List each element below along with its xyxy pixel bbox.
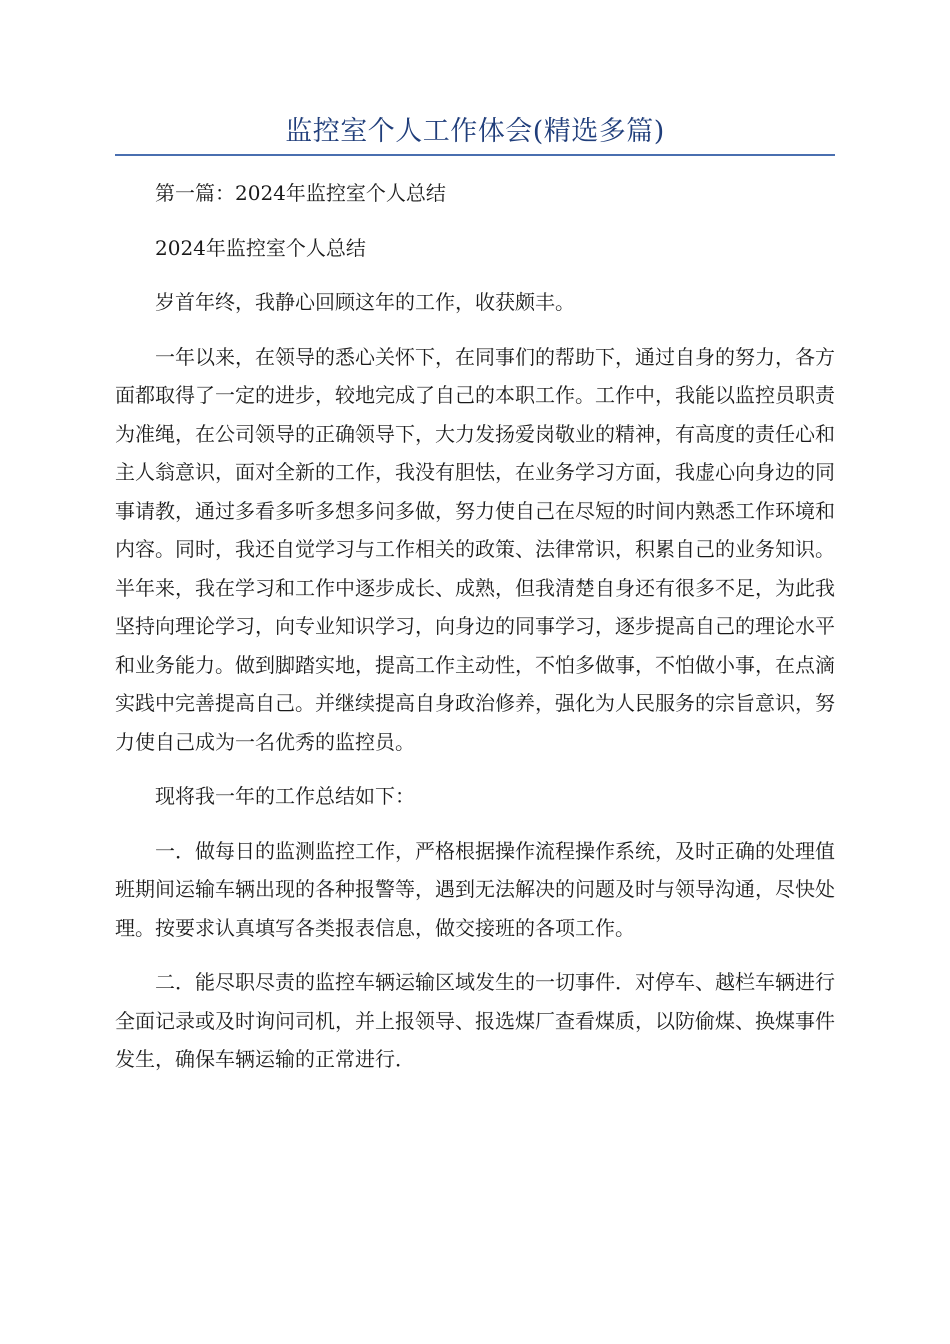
document-title: 监控室个人工作体会(精选多篇) (285, 116, 665, 147)
title-underline (115, 154, 835, 156)
section-heading: 第一篇：2024年监控室个人总结 (155, 181, 446, 205)
intro-paragraph: 岁首年终，我静心回顾这年的工作，收获颇丰。 (155, 290, 575, 314)
subtitle: 2024年监控室个人总结 (155, 235, 366, 260)
summary-intro: 现将我一年的工作总结如下： (155, 784, 415, 808)
body-paragraph: 一年以来，在领导的悉心关怀下，在同事们的帮助下，通过自身的努力，各方面都取得了一定的进步，较地完成了自己的本职工作。工作中，我能以监控员职责为准绳，在公司领导的正确领导下，大力发扬爱岗敬业的精神，有高度的责任心和主人翁意识，面对全新的工作，我没有胆怯，在业务学习方面，我虚心向身边的同事请教，通过多看多听多想多问多做，努力使自己在尽短的时间内熟悉工作环境和内容。同时，我还自觉学习与工作相关的政策、法律常识，积累自己的业务知识。半年来，我在学习和工作中逐步成长、成熟，但我清楚自身还有很多不足，为此我坚持向理论学习，向专业知识学习，向身边的同事学习，逐步提高自己的理论水平和业务能力。做到脚踏实地，提高工作主动性，不怕多做事，不怕做小事，在点滴实践中完善提高自己。并继续提高自身政治修养，强化为人民服务的宗旨意识，努力使自己成为一名优秀的监控员。 (115, 344, 835, 754)
list-item-2: 二．能尽职尽责的监控车辆运输区域发生的一切事件．对停车、越栏车辆进行全面记录或及时询问司机，并上报领导、报选煤厂查看煤质，以防偷煤、换煤事件发生，确保车辆运输的正常进行． (115, 970, 835, 1071)
list-item-1: 一．做每日的监测监控工作，严格根据操作流程操作系统，及时正确的处理值班期间运输车辆出现的各种报警等，遇到无法解决的问题及时与领导沟通，尽快处理。按要求认真填写各类报表信息，做交接班的各项工作。 (115, 838, 835, 940)
document-body (115, 174, 835, 1095)
